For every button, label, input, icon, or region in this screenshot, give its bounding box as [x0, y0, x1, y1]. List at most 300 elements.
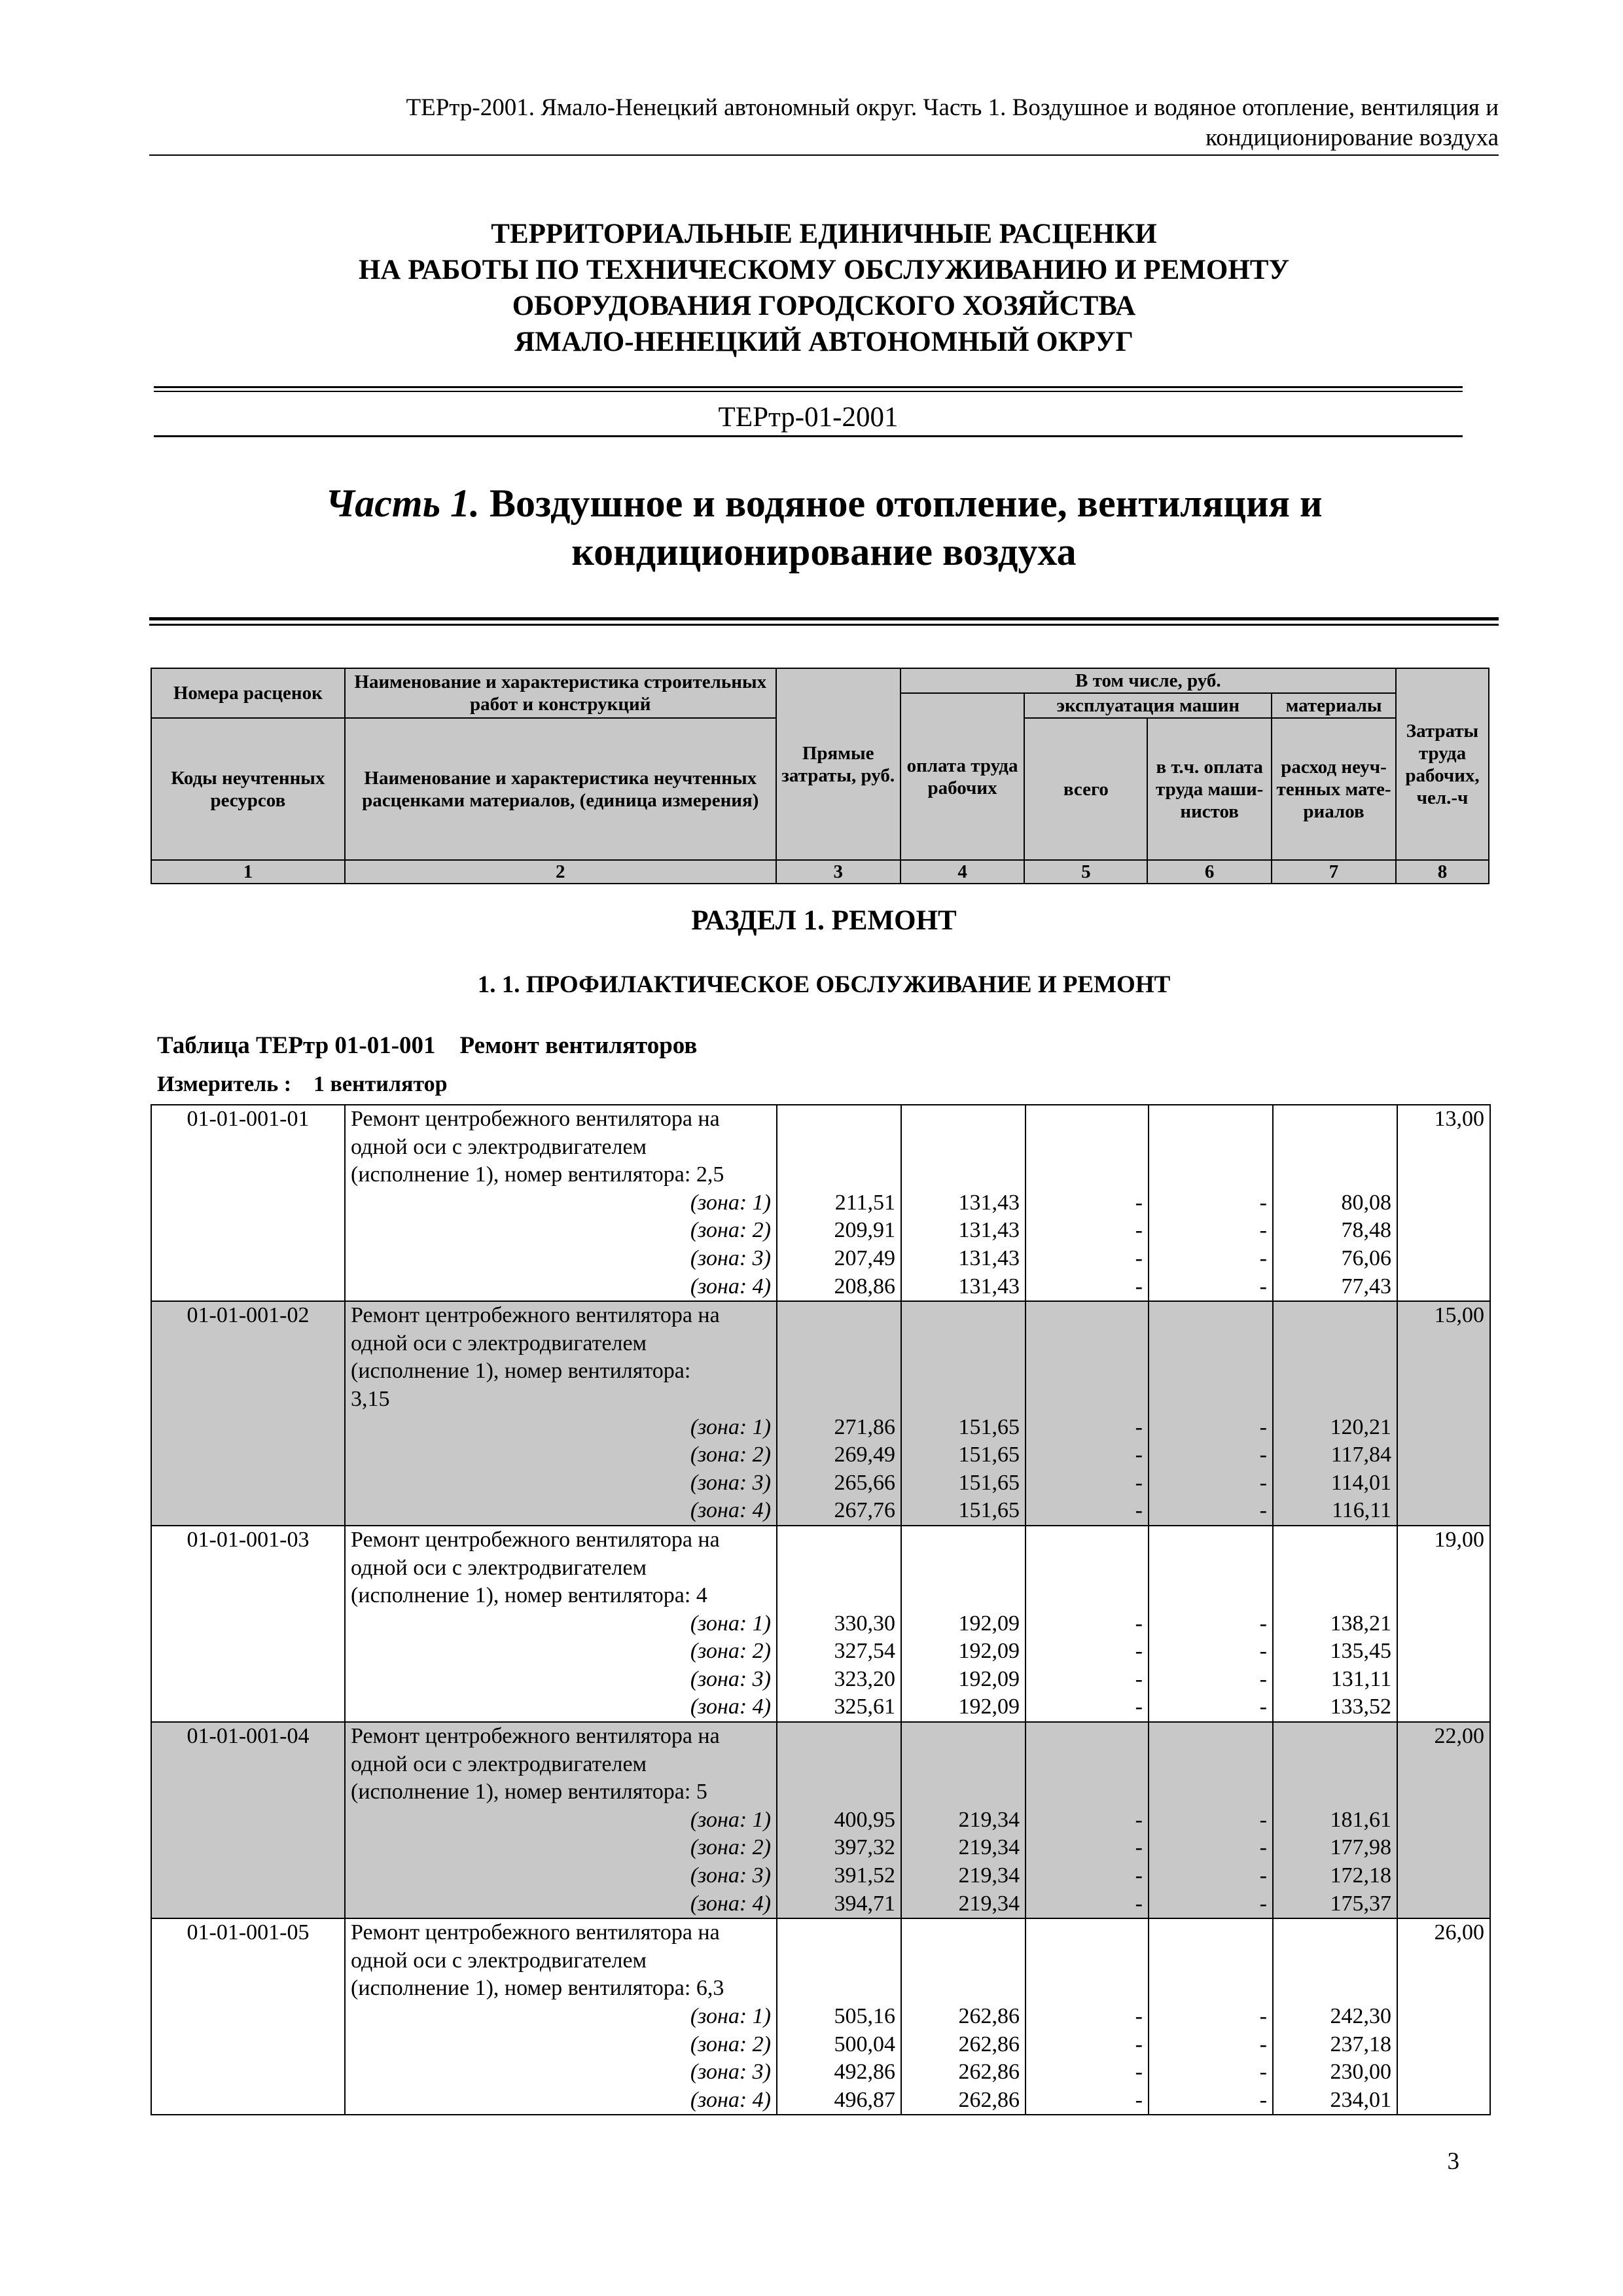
rate-code: 01-01-001-01: [151, 1105, 345, 1134]
machines-total: -: [1026, 1497, 1149, 1526]
wages: 151,65: [901, 1414, 1026, 1442]
materials: 135,45: [1273, 1638, 1397, 1666]
measure-label: Измеритель :: [157, 1072, 292, 1096]
empty-cell: [777, 1751, 901, 1779]
zone-label: (зона: 3): [345, 1666, 777, 1694]
measure-value: 1 вентилятор: [313, 1072, 448, 1096]
materials: 131,11: [1273, 1666, 1397, 1694]
empty-cell: [1397, 1189, 1490, 1217]
labor-cost: [1397, 1134, 1490, 1162]
header-including: В том числе, руб.: [901, 668, 1396, 693]
rate-name-line: одной оси с электродвигателем: [345, 1330, 777, 1358]
empty-cell: [1397, 1441, 1490, 1469]
header-rate-numbers: Номера расценок: [151, 668, 345, 718]
wages: 131,43: [901, 1189, 1026, 1217]
rate-description-row: [151, 1386, 1490, 1414]
rate-description-row: [151, 1526, 1490, 1554]
rate-code: 01-01-001-03: [151, 1526, 345, 1554]
empty-cell: [1026, 1161, 1149, 1189]
labor-cost: 13,00: [1397, 1105, 1490, 1134]
empty-cell: [1397, 1245, 1490, 1273]
empty-cell: [777, 1975, 901, 2003]
zone-label: (зона: 1): [345, 2003, 777, 2031]
doc-code: ТЕРтр-01-2001: [718, 402, 899, 433]
empty-cell: [901, 1947, 1026, 1975]
labor-cost: 26,00: [1397, 1918, 1490, 1947]
part-title-line1: Воздушное и водяное отопление, вентиляция и: [490, 482, 1323, 525]
machines-total: -: [1026, 2058, 1149, 2087]
direct-costs: 500,04: [777, 2031, 901, 2059]
empty-cell: [1397, 2031, 1490, 2059]
wages: 219,34: [901, 1862, 1026, 1890]
direct-costs: 397,32: [777, 1834, 901, 1862]
machines-total: -: [1026, 1441, 1149, 1469]
running-header-line2: кондиционирование воздуха: [1205, 124, 1499, 151]
rate-code: [151, 1386, 345, 1414]
empty-cell: [1397, 2003, 1490, 2031]
running-header: [149, 93, 1499, 156]
rate-zone-row: [151, 1273, 1490, 1302]
empty-cell: [777, 1134, 901, 1162]
wages: 219,34: [901, 1890, 1026, 1919]
rate-zone-row: [151, 1806, 1490, 1835]
rate-zone-row: [151, 1834, 1490, 1862]
header-machine-wages: в т.ч. оплата труда маши- нистов: [1147, 718, 1272, 860]
rate-zone-row: [151, 2003, 1490, 2031]
empty-cell: [1149, 1330, 1273, 1358]
empty-cell: [1149, 1105, 1273, 1134]
wages: 262,86: [901, 2058, 1026, 2087]
rate-name-line: (исполнение 1), номер вентилятора: 6,3: [345, 1975, 777, 2003]
machines-total: -: [1026, 1273, 1149, 1302]
rate-name-line: (исполнение 1), номер вентилятора: 2,5: [345, 1161, 777, 1189]
empty-cell: [151, 1610, 345, 1638]
empty-cell: [1397, 2058, 1490, 2087]
header-wages: оплата труда рабочих: [901, 693, 1025, 860]
labor-cost: 22,00: [1397, 1722, 1490, 1751]
empty-cell: [1273, 1778, 1397, 1806]
header-labor-costs: Затраты труда рабочих, чел.-ч: [1396, 668, 1489, 860]
machines-total: -: [1026, 1414, 1149, 1442]
empty-cell: [1273, 1918, 1397, 1947]
empty-cell: [1026, 1386, 1149, 1414]
wages: 151,65: [901, 1497, 1026, 1526]
machines-total: -: [1026, 2003, 1149, 2031]
header-resource-codes: Коды неучтенных ресурсов: [151, 718, 345, 860]
rate-name-line: одной оси с электродвигателем: [345, 1554, 777, 1583]
zone-label: (зона: 3): [345, 2058, 777, 2087]
empty-cell: [151, 1638, 345, 1666]
rate-zone-row: [151, 2058, 1490, 2087]
machines-total: -: [1026, 1862, 1149, 1890]
divider: [149, 617, 1499, 626]
materials: 237,18: [1273, 2031, 1397, 2059]
document-title: [149, 216, 1499, 360]
materials: 117,84: [1273, 1441, 1397, 1469]
direct-costs: 394,71: [777, 1890, 901, 1919]
zone-label: (зона: 4): [345, 1890, 777, 1919]
rate-code: [151, 1161, 345, 1189]
part-title-line2: кондиционирование воздуха: [571, 530, 1077, 573]
wages: 192,09: [901, 1666, 1026, 1694]
direct-costs: 325,61: [777, 1693, 901, 1722]
rates-table: [151, 1104, 1491, 2115]
empty-cell: [1397, 1693, 1490, 1722]
materials: 77,43: [1273, 1273, 1397, 1302]
machines-total: -: [1026, 1834, 1149, 1862]
rate-zone-row: [151, 1666, 1490, 1694]
title-line1: ТЕРРИТОРИАЛЬНЫЕ ЕДИНИЧНЫЕ РАСЦЕНКИ: [491, 219, 1157, 249]
wages: 262,86: [901, 2031, 1026, 2059]
empty-cell: [1397, 1610, 1490, 1638]
empty-cell: [901, 1134, 1026, 1162]
empty-cell: [1026, 1722, 1149, 1751]
materials: 177,98: [1273, 1834, 1397, 1862]
header-machines: эксплуатация машин: [1024, 693, 1272, 718]
empty-cell: [777, 1105, 901, 1134]
direct-costs: 492,86: [777, 2058, 901, 2087]
rate-zone-row: [151, 1693, 1490, 1722]
empty-cell: [1397, 1834, 1490, 1862]
table-caption-title: Ремонт вентиляторов: [459, 1032, 698, 1059]
machine-wages: -: [1149, 1806, 1273, 1835]
header-material-name: Наименование и характеристика неучтенных расценками материалов, (единица измерения): [345, 718, 776, 860]
rate-name-line: Ремонт центробежного вентилятора на: [345, 1301, 777, 1330]
empty-cell: [1149, 1526, 1273, 1554]
header-machines-total: всего: [1024, 718, 1147, 860]
empty-cell: [1397, 1862, 1490, 1890]
empty-cell: [151, 1245, 345, 1273]
wages: 192,09: [901, 1693, 1026, 1722]
empty-cell: [901, 1975, 1026, 2003]
machine-wages: -: [1149, 2058, 1273, 2087]
direct-costs: 400,95: [777, 1806, 901, 1835]
table-caption-label: Таблица ТЕРтр 01-01-001: [157, 1032, 436, 1059]
materials: 120,21: [1273, 1414, 1397, 1442]
empty-cell: [1397, 1497, 1490, 1526]
empty-cell: [151, 1862, 345, 1890]
header-number-row: [151, 860, 1489, 884]
labor-cost: [1397, 1778, 1490, 1806]
empty-cell: [151, 2087, 345, 2115]
empty-cell: [1273, 1947, 1397, 1975]
machine-wages: -: [1149, 1414, 1273, 1442]
wages: 262,86: [901, 2087, 1026, 2115]
empty-cell: [1149, 1554, 1273, 1583]
title-line2: НА РАБОТЫ ПО ТЕХНИЧЕСКОМУ ОБСЛУЖИВАНИЮ И РЕМОНТУ: [358, 255, 1290, 285]
rate-description-row: [151, 1554, 1490, 1583]
rate-name-line: одной оси с электродвигателем: [345, 1751, 777, 1779]
header-direct-costs: Прямые затраты, руб.: [776, 668, 901, 860]
rate-description-row: [151, 1918, 1490, 1947]
zone-label: (зона: 4): [345, 1497, 777, 1526]
machines-total: -: [1026, 1610, 1149, 1638]
rate-description-row: [151, 1357, 1490, 1386]
empty-cell: [1026, 1301, 1149, 1330]
part-title: [149, 479, 1499, 576]
empty-cell: [901, 1526, 1026, 1554]
zone-label: (зона: 4): [345, 1273, 777, 1302]
empty-cell: [1273, 1554, 1397, 1583]
zone-label: (зона: 2): [345, 1441, 777, 1469]
empty-cell: [1149, 1722, 1273, 1751]
zone-label: (зона: 2): [345, 1834, 777, 1862]
empty-cell: [1149, 1918, 1273, 1947]
empty-cell: [901, 1161, 1026, 1189]
labor-cost: 15,00: [1397, 1301, 1490, 1330]
machine-wages: -: [1149, 1693, 1273, 1722]
empty-cell: [1273, 1582, 1397, 1610]
labor-cost: [1397, 1330, 1490, 1358]
empty-cell: [151, 1414, 345, 1442]
rate-zone-row: [151, 1414, 1490, 1442]
empty-cell: [901, 1778, 1026, 1806]
rate-code: [151, 1778, 345, 1806]
empty-cell: [151, 2003, 345, 2031]
rate-code: [151, 1975, 345, 2003]
rate-zone-row: [151, 1890, 1490, 1919]
column-header-table: [151, 668, 1489, 884]
rate-code: [151, 1357, 345, 1386]
machines-total: -: [1026, 1890, 1149, 1919]
empty-cell: [1026, 1134, 1149, 1162]
rate-zone-row: [151, 2031, 1490, 2059]
rate-code: [151, 1134, 345, 1162]
machine-wages: -: [1149, 2087, 1273, 2115]
zone-label: (зона: 4): [345, 2087, 777, 2115]
zone-label: (зона: 4): [345, 1693, 777, 1722]
machine-wages: -: [1149, 1245, 1273, 1273]
header-col-number: 6: [1147, 860, 1272, 884]
empty-cell: [1397, 1890, 1490, 1919]
zone-label: (зона: 2): [345, 1217, 777, 1245]
direct-costs: 505,16: [777, 2003, 901, 2031]
rate-description-row: [151, 1105, 1490, 1134]
rate-name-line: одной оси с электродвигателем: [345, 1134, 777, 1162]
machine-wages: -: [1149, 1890, 1273, 1919]
materials: 230,00: [1273, 2058, 1397, 2087]
direct-costs: 496,87: [777, 2087, 901, 2115]
empty-cell: [1149, 1357, 1273, 1386]
empty-cell: [151, 2031, 345, 2059]
empty-cell: [1149, 1975, 1273, 2003]
rate-description-row: [151, 1134, 1490, 1162]
direct-costs: 211,51: [777, 1189, 901, 1217]
rate-description-row: [151, 1751, 1490, 1779]
zone-label: (зона: 1): [345, 1414, 777, 1442]
empty-cell: [1026, 1751, 1149, 1779]
empty-cell: [1273, 1386, 1397, 1414]
rate-code: [151, 1554, 345, 1583]
rate-name-line: Ремонт центробежного вентилятора на: [345, 1105, 777, 1134]
empty-cell: [1149, 1778, 1273, 1806]
materials: 78,48: [1273, 1217, 1397, 1245]
machine-wages: -: [1149, 1834, 1273, 1862]
empty-cell: [1273, 1975, 1397, 2003]
doc-code-band: [154, 386, 1463, 444]
rate-zone-row: [151, 2087, 1490, 2115]
empty-cell: [1273, 1301, 1397, 1330]
empty-cell: [901, 1751, 1026, 1779]
empty-cell: [151, 1441, 345, 1469]
rate-name-line: 3,15: [345, 1386, 777, 1414]
header-col-number: 3: [776, 860, 901, 884]
empty-cell: [151, 1273, 345, 1302]
wages: 131,43: [901, 1217, 1026, 1245]
rate-description-row: [151, 1330, 1490, 1358]
machines-total: -: [1026, 2087, 1149, 2115]
materials: 76,06: [1273, 1245, 1397, 1273]
wages: 151,65: [901, 1469, 1026, 1498]
machines-total: -: [1026, 1469, 1149, 1498]
empty-cell: [777, 1778, 901, 1806]
rate-description-row: [151, 1947, 1490, 1975]
labor-cost: [1397, 1357, 1490, 1386]
empty-cell: [1026, 1947, 1149, 1975]
materials: 181,61: [1273, 1806, 1397, 1835]
zone-label: (зона: 1): [345, 1189, 777, 1217]
machine-wages: -: [1149, 1469, 1273, 1498]
empty-cell: [151, 2058, 345, 2087]
header-col-number: 2: [345, 860, 776, 884]
rate-code: [151, 1582, 345, 1610]
direct-costs: 265,66: [777, 1469, 901, 1498]
empty-cell: [777, 1526, 901, 1554]
zone-label: (зона: 3): [345, 1245, 777, 1273]
machines-total: -: [1026, 1638, 1149, 1666]
empty-cell: [777, 1301, 901, 1330]
empty-cell: [1397, 1414, 1490, 1442]
materials: 242,30: [1273, 2003, 1397, 2031]
direct-costs: 269,49: [777, 1441, 901, 1469]
machine-wages: -: [1149, 1189, 1273, 1217]
materials: 133,52: [1273, 1693, 1397, 1722]
zone-label: (зона: 3): [345, 1862, 777, 1890]
empty-cell: [1149, 1751, 1273, 1779]
empty-cell: [1026, 1582, 1149, 1610]
machines-total: -: [1026, 1217, 1149, 1245]
rate-description-row: [151, 1975, 1490, 2003]
wages: 219,34: [901, 1806, 1026, 1835]
direct-costs: 323,20: [777, 1666, 901, 1694]
empty-cell: [777, 1582, 901, 1610]
labor-cost: [1397, 1386, 1490, 1414]
materials: 175,37: [1273, 1890, 1397, 1919]
direct-costs: 391,52: [777, 1862, 901, 1890]
empty-cell: [1397, 1217, 1490, 1245]
subsection-title: 1. 1. ПРОФИЛАКТИЧЕСКОЕ ОБСЛУЖИВАНИЕ И РЕМОНТ: [477, 971, 1171, 998]
empty-cell: [151, 1217, 345, 1245]
rate-name-line: Ремонт центробежного вентилятора на: [345, 1722, 777, 1751]
empty-cell: [901, 1554, 1026, 1583]
title-line3: ОБОРУДОВАНИЯ ГОРОДСКОГО ХОЗЯЙСТВА: [512, 291, 1136, 321]
empty-cell: [1397, 1638, 1490, 1666]
empty-cell: [901, 1357, 1026, 1386]
empty-cell: [1149, 1947, 1273, 1975]
empty-cell: [901, 1330, 1026, 1358]
machines-total: -: [1026, 1693, 1149, 1722]
machine-wages: -: [1149, 2031, 1273, 2059]
rate-description-row: [151, 1161, 1490, 1189]
empty-cell: [1397, 1469, 1490, 1498]
machine-wages: -: [1149, 1497, 1273, 1526]
wages: 131,43: [901, 1245, 1026, 1273]
empty-cell: [1026, 1554, 1149, 1583]
labor-cost: [1397, 1582, 1490, 1610]
materials: 138,21: [1273, 1610, 1397, 1638]
empty-cell: [151, 1666, 345, 1694]
rate-description-row: [151, 1722, 1490, 1751]
machine-wages: -: [1149, 1862, 1273, 1890]
header-unaccounted-materials: расход неуч- тенных мате- риалов: [1272, 718, 1396, 860]
table-caption: [157, 1031, 697, 1061]
labor-cost: 19,00: [1397, 1526, 1490, 1554]
header-materials: материалы: [1272, 693, 1396, 718]
labor-cost: [1397, 1554, 1490, 1583]
rate-code: [151, 1330, 345, 1358]
running-header-line1: ТЕРтр-2001. Ямало-Ненецкий автономный округ. Часть 1. Воздушное и водяное отопление, вентиляция и: [406, 94, 1499, 121]
direct-costs: 330,30: [777, 1610, 901, 1638]
materials: 116,11: [1273, 1497, 1397, 1526]
divider: [154, 435, 1463, 437]
machine-wages: -: [1149, 2003, 1273, 2031]
materials: 172,18: [1273, 1862, 1397, 1890]
direct-costs: 207,49: [777, 1245, 901, 1273]
empty-cell: [1273, 1330, 1397, 1358]
direct-costs: 209,91: [777, 1217, 901, 1245]
rate-zone-row: [151, 1638, 1490, 1666]
rate-zone-row: [151, 1610, 1490, 1638]
header-col-number: 1: [151, 860, 345, 884]
header-col-number: 8: [1396, 860, 1489, 884]
title-line4: ЯМАЛО-НЕНЕЦКИЙ АВТОНОМНЫЙ ОКРУГ: [514, 327, 1133, 357]
header-work-name: Наименование и характеристика строительных работ и конструкций: [345, 668, 776, 718]
machine-wages: -: [1149, 1217, 1273, 1245]
rate-name-line: (исполнение 1), номер вентилятора:: [345, 1357, 777, 1386]
rate-name-line: (исполнение 1), номер вентилятора: 4: [345, 1582, 777, 1610]
empty-cell: [901, 1582, 1026, 1610]
labor-cost: [1397, 1975, 1490, 2003]
empty-cell: [1026, 1975, 1149, 2003]
rate-code: [151, 1751, 345, 1779]
rate-zone-row: [151, 1497, 1490, 1526]
machine-wages: -: [1149, 1610, 1273, 1638]
header-col-number: 5: [1024, 860, 1147, 884]
rate-zone-row: [151, 1189, 1490, 1217]
wages: 131,43: [901, 1273, 1026, 1302]
empty-cell: [1273, 1722, 1397, 1751]
rate-description-row: [151, 1301, 1490, 1330]
rate-zone-row: [151, 1469, 1490, 1498]
empty-cell: [1273, 1105, 1397, 1134]
empty-cell: [1026, 1330, 1149, 1358]
empty-cell: [1273, 1134, 1397, 1162]
zone-label: (зона: 1): [345, 1610, 777, 1638]
machines-total: -: [1026, 1189, 1149, 1217]
materials: 234,01: [1273, 2087, 1397, 2115]
wages: 151,65: [901, 1441, 1026, 1469]
empty-cell: [777, 1722, 901, 1751]
empty-cell: [1149, 1386, 1273, 1414]
rate-zone-row: [151, 1217, 1490, 1245]
zone-label: (зона: 2): [345, 1638, 777, 1666]
zone-label: (зона: 3): [345, 1469, 777, 1498]
empty-cell: [151, 1497, 345, 1526]
wages: 262,86: [901, 2003, 1026, 2031]
machines-total: -: [1026, 1245, 1149, 1273]
empty-cell: [777, 1554, 901, 1583]
direct-costs: 208,86: [777, 1273, 901, 1302]
